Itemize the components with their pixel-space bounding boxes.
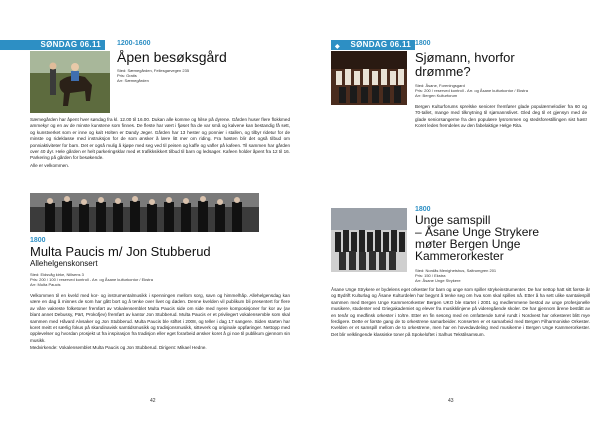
event-price: Pris: 200 / 100 / reserved kontroll - Arr. og Åsane kulturkontor / Ekstra <box>30 277 153 282</box>
event-price: Pris: 150 / Ekstra <box>415 273 446 278</box>
event-location: Sted: Eidsvåg kirke, Nillsens 3 <box>30 272 84 277</box>
event-organizer: Arr: Bergen Kulturforum <box>415 93 458 98</box>
title-line: Kammerorkester <box>415 249 504 263</box>
title-line: drømme? <box>415 64 471 79</box>
event-location: Sted: Sæmegården, Fellesgarvegen 235 <box>117 68 190 73</box>
senior-choir-photo <box>331 51 407 105</box>
event-time: 1800 <box>30 237 46 244</box>
horse-riding-photo <box>30 51 110 113</box>
title-line: – Åsane Unge Strykere <box>415 225 540 239</box>
right-page <box>300 0 600 425</box>
event-location: Sted: Nordås Menighetshus, Saltrumgren 201 <box>415 268 497 273</box>
event-price: Pris: Gratis <box>117 73 137 78</box>
event-price: Pris: 200 / reserved kontroll - Arr. og Åsane kulturkontor / Ekstra <box>415 88 528 93</box>
paragraph: Bergen Kulturforums sprelske seniorer fremfører glade populærmelodier fra 60 og 70-tallet, mange med tilknytning til sjømannslivet. Gled deg til et gjensyn med de glade seniorsangerne fra den populære lysrommen og stedsforestillingen sist høst! Koret ledes fremdeles av den fabelaktige Helge Rita. <box>415 104 587 129</box>
event-description <box>30 293 290 388</box>
event-time: 1200-1600 <box>117 40 151 47</box>
event-title: Multa Paucis m/ Jon Stubberud <box>30 244 211 259</box>
day-band: SØNDAG 06.11 <box>0 40 105 50</box>
title-line: Unge samspill <box>415 213 491 227</box>
event-organizer: Arr: Sæmegården <box>117 78 149 83</box>
event-title: Åpen besøksgård <box>117 49 227 65</box>
event-location: Sted: Åsane, Foreningsgard <box>415 83 465 88</box>
paragraph: Åsane Unge Strykere er bydelens eget orkester for barn og unge som spiller strykeinstrumenter. De har nettop hatt sitt første år og Bydrift Kulturlag og Åsane Kulturdelen har begynt å tenke seg om hva som skal spilles nå. Etter å ha sett ulike samtalespill sammen med Bergen Unge Kammerorkester Bergen UKO ble startet i 2001 og medlemmene bestod av unge profesjonelle musikere, studenter ved Griegakademiet og elever fra musikklinjene på videregående skoler. De har gjennom årene bestått av en tenår og medfinsk orkester i to/tre. Etter en fin sesong med en omfattende turné rundt i Nordvest har orkesteret blitt mye ferdigere. Dette er første gang de to orkestrene samarbeider. Konserten er et samarbeid med Bergen Filharmoniske Orkester. Kvelden er et samspill mellom de to orkestrene, men har en hovedavdeling med musikerne i Bergen Unge Kammerorkester. Det blir velklingende klassiske toner på Spokeloftet i Salhus Tekstilsamsum. <box>331 287 590 337</box>
paragraph: Sæmegården har åpent hver søndag fra kl. 12.00 til 16.00. Dukan alle komme og hilse på dyrene. Gården huser flere flokkmed ammekyr og en av de minste kunstene som finnes. De fleste har vært i fjøset fra de var små og kalvene kan bestandig få sett, og kunstverket som er inne og kalt Holten er Dandy Jeger. Gården har 13 hester og ponnier i stallen, og tilbyr ridetur for de minste og rideklasse med instruksjon for de som ønsker å lære litt mer om riding. Fra høsten blir det også tilbud om ponniaktiviteter for barn. Det er også mulig å kjøpe med seg ved til peisen og kaffe og vafler på kafeen. Til sammen har gården over 40 dyr. Hele gården er helt parkeringsklar med et trafikksikkert tilbud til barn og ledsager. Kafeen holder åpent fra 12 til 16. Parkering på gården for besøkende. <box>30 117 290 161</box>
event-meta <box>415 83 590 98</box>
choir-photo <box>30 193 259 232</box>
paragraph: Velkommen til en kveld med kor- og instrumentalmusikk i spenningen mellom sorg, savn og himmelhåp. Allehelgensdag kan være en dag å minnes de som har gått bort og å tenke over livet og døden. Denne kvelden vil publikum bli presentert for flere av våre vakreste folketoner fremført av Vokalensemblet Multa Paucis side om side med nyere komposisjoner for kor av (av blant annet Debussy, Pärt, Prokofjev) fremført av kantor Jon Stubberud. Multa Paucis er et privilegert vokalensemble som skal sammen med Håvard Alvsaker og Jon Stubberud. Multa Paucis ble stiftet i 2008, og teller i dag 17 sangere. Siden starten har koret meitt et særlig fokus på skandinavisk samtidsmusikk og tradisjonsmusikk, sitteverk og originale oppføringer. Nettopp med opplevelser og hvordan prosjekt ut fra inspirasjon fra tradisjon eller eget forarbeid ønsker koret å gi noe til publikum gjennom sin musikk. <box>30 293 290 343</box>
event-meta <box>30 272 260 287</box>
event-meta <box>117 68 287 83</box>
orchestra-photo <box>331 208 407 272</box>
event-title <box>415 214 539 262</box>
event-meta <box>415 268 590 283</box>
paragraph: Alle er velkommen. <box>30 162 70 168</box>
event-time: 1800 <box>415 40 431 47</box>
title-line: møter Bergen Unge <box>415 237 521 251</box>
event-description <box>30 117 290 190</box>
title-line: Sjømann, hvorfor <box>415 50 515 65</box>
page-number: 42 <box>150 398 156 404</box>
day-band-label: SØNDAG 06.11 <box>350 40 411 49</box>
event-organizer: Arr: Åsane Unge Strykere <box>415 278 461 283</box>
day-band <box>331 40 415 50</box>
paragraph: Medvirkende: Vokalensemblet Multa Paucis og Jon Stubberud. Dirigent: Mikael Hedne. <box>30 345 207 351</box>
event-description <box>415 104 587 162</box>
event-time: 1800 <box>415 206 431 213</box>
bullet-icon: ◆ <box>335 44 340 50</box>
page-number: 43 <box>448 398 454 404</box>
event-organizer: Arr: Multa Paucis <box>30 282 61 287</box>
event-title <box>415 51 515 79</box>
event-subtitle: Allehelgenskonsert <box>30 259 98 268</box>
event-description <box>331 287 590 387</box>
